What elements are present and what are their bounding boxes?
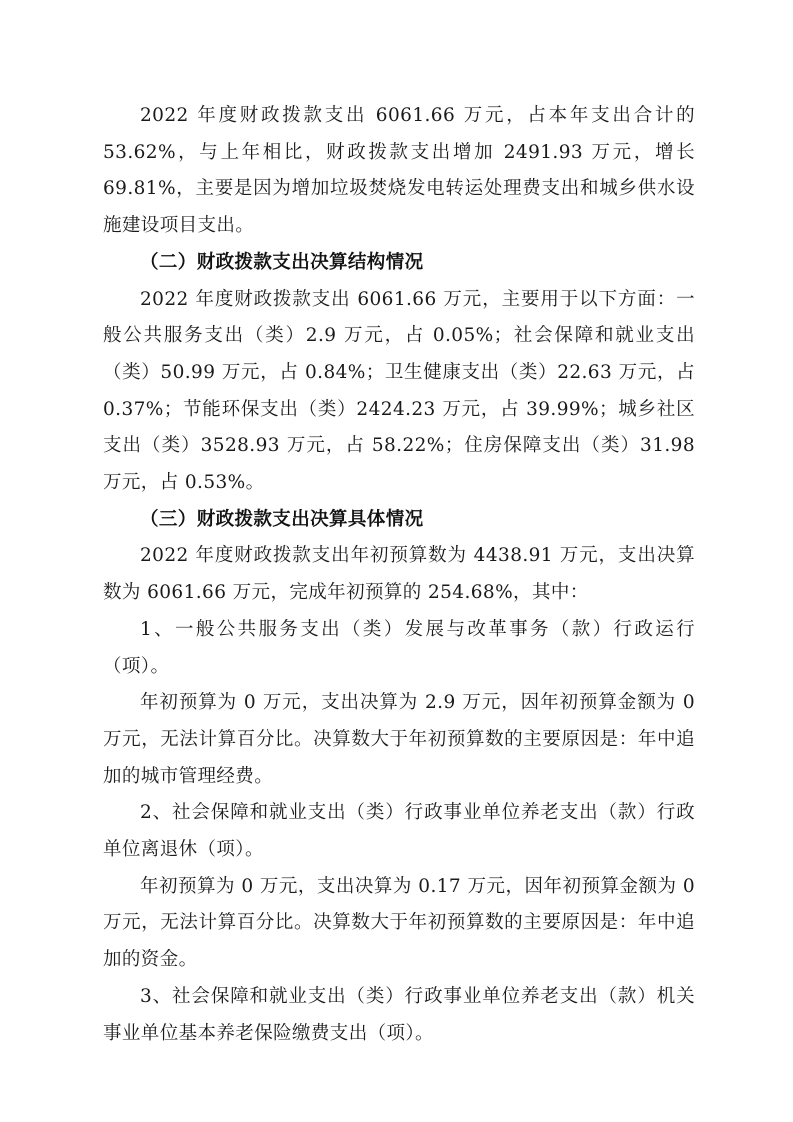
item-3-title: 3、社会保障和就业支出（类）行政事业单位养老支出（款）机关事业单位基本养老保险缴费支出（项）。	[103, 985, 695, 1044]
paragraph-expenditure-summary: 2022 年度财政拨款支出 6061.66 万元，占本年支出合计的 53.62%，与上年相比，财政拨款支出增加 2491.93 万元，增长 69.81%，主要是因为增加垃圾焚烧发电转运处理费支出和城乡供水设施建设项目支出。	[103, 105, 695, 237]
document-body	[103, 98, 695, 1052]
item-2-body: 年初预算为 0 万元，支出决算为 0.17 万元，因年初预算金额为 0 万元，无法计算百分比。决算数大于年初预算数的主要原因是：年中追加的资金。	[103, 875, 695, 971]
item-2-title: 2、社会保障和就业支出（类）行政事业单位养老支出（款）行政单位离退休（项）。	[103, 802, 695, 861]
section-heading-structure: （二）财政拨款支出决算结构情况	[140, 251, 424, 273]
item-1-title: 1、一般公共服务支出（类）发展与改革事务（款）行政运行（项）。	[103, 618, 695, 677]
section-heading-details: （三）财政拨款支出决算具体情况	[140, 508, 424, 530]
paragraph-expenditure-structure: 2022 年度财政拨款支出 6061.66 万元，主要用于以下方面：一般公共服务支出（类）2.9 万元，占 0.05%；社会保障和就业支出（类）50.99 万元，占 0.84%；卫生健康支出（类）22.63 万元，占 0.37%；节能环保支出（类）2424.23 万元，占 39.99%；城乡社区支出（类）3528.93 万元，占 58.22%；住房保障支出（类）31.98 万元，占 0.53%。	[103, 288, 695, 494]
paragraph-expenditure-details: 2022 年度财政拨款支出年初预算数为 4438.91 万元，支出决算数为 6061.66 万元，完成年初预算的 254.68%，其中：	[103, 545, 695, 604]
item-1-body: 年初预算为 0 万元，支出决算为 2.9 万元，因年初预算金额为 0 万元，无法计算百分比。决算数大于年初预算数的主要原因是：年中追加的城市管理经费。	[103, 692, 695, 787]
